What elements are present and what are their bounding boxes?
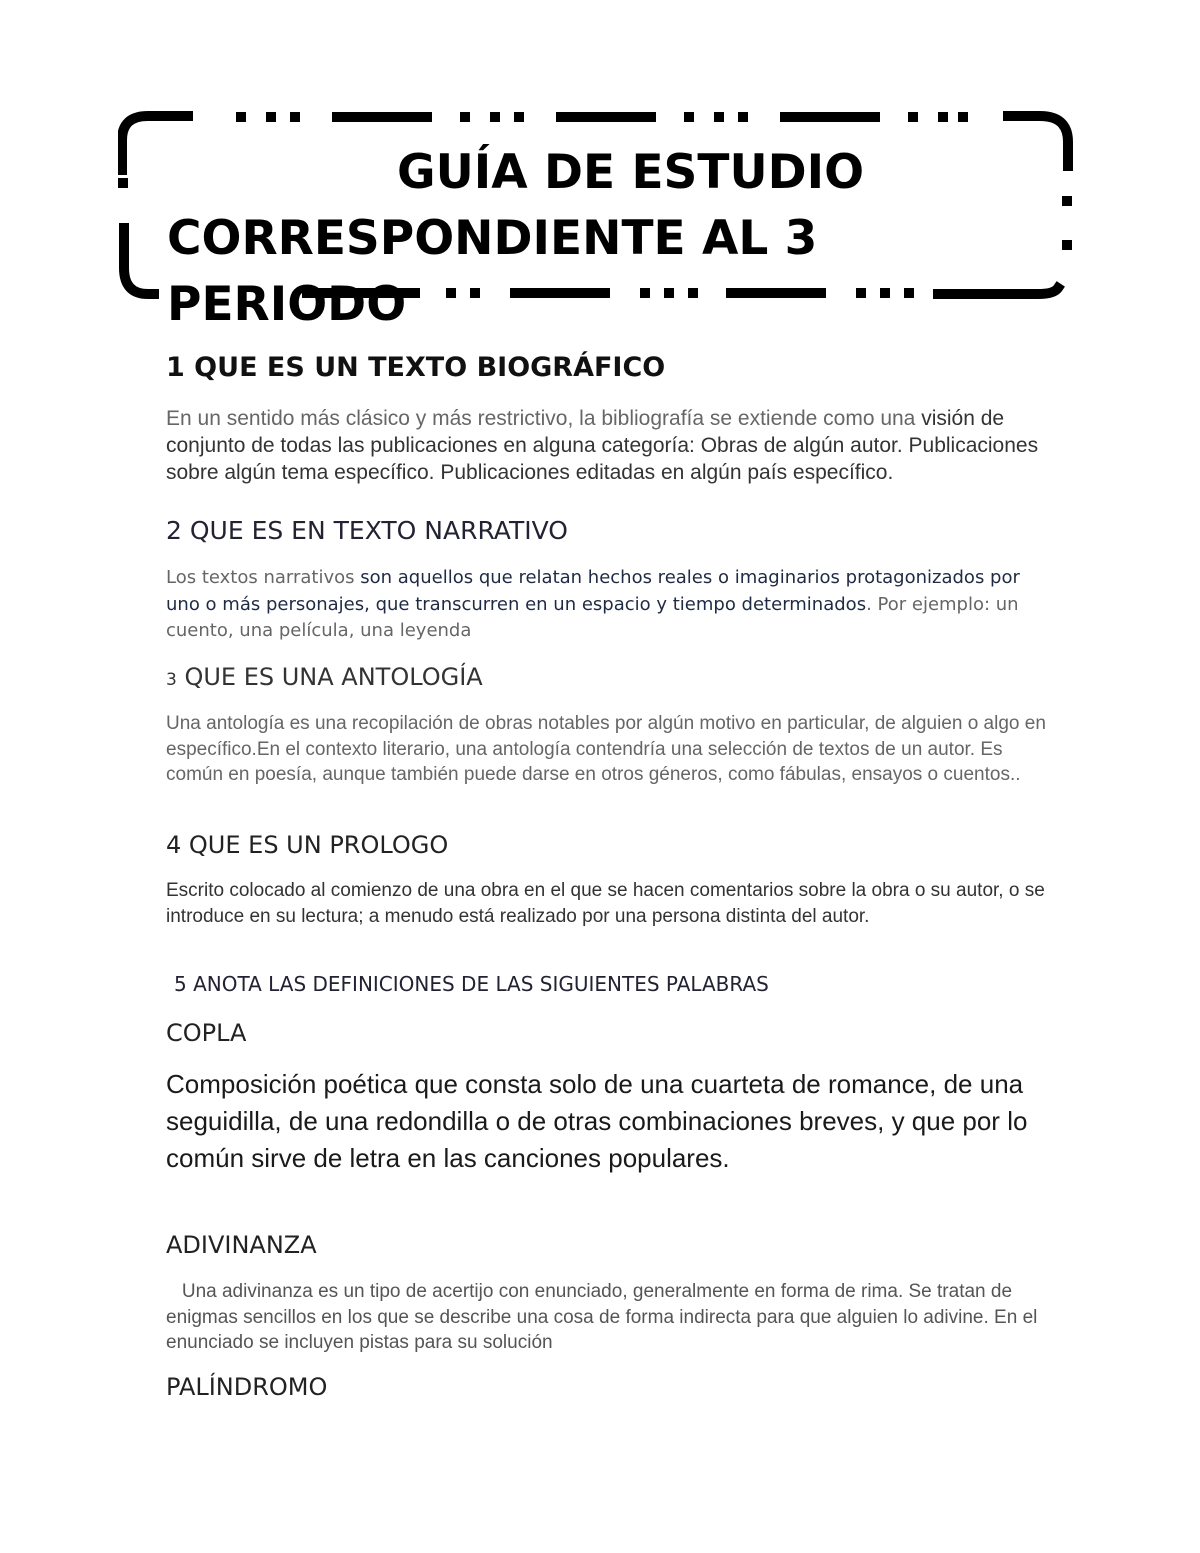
page-title <box>167 140 1067 338</box>
heading-texto-biografico: 1 QUE ES UN TEXTO BIOGRÁFICO <box>166 352 666 383</box>
antologia-number: 3 <box>166 670 177 690</box>
bio-text-dark: visión de conjunto de todas las publicaciones en alguna categoría: Obras de algún autor. Publicaciones sobre algún tema específico. Publicaciones editadas en algún país específico. <box>166 407 1039 484</box>
heading-texto-narrativo: 2 QUE ES EN TEXTO NARRATIVO <box>166 516 568 545</box>
paragraph-antologia: Una antología es una recopilación de obras notables por algún motivo en particular, de alguien o algo en específico.En el contexto literario, una antología contendría una selección de textos de un autor. Es común en poesía, aunque también puede darse en otros géneros, como fábulas, ensayos o cuentos.. <box>166 713 1046 785</box>
heading-palindromo: PALÍNDROMO <box>166 1373 328 1401</box>
title-line-2: CORRESPONDIENTE AL 3 <box>167 211 818 266</box>
paragraph-copla: Composición poética que consta solo de una cuarteta de romance, de una seguidilla, de una redondilla o de otras combinaciones breves, y que por lo común sirve de letra en las canciones populares. <box>166 1069 1028 1173</box>
paragraph-texto-biografico <box>166 405 1046 486</box>
paragraph-prologo: Escrito colocado al comienzo de una obra en el que se hacen comentarios sobre la obra o su autor, o se introduce en su lectura; a menudo está realizado por una persona distinta del autor. <box>166 880 1045 927</box>
nar-text-a: Los textos narrativos <box>166 567 355 588</box>
antologia-heading-text: QUE ES UNA ANTOLOGÍA <box>176 663 483 691</box>
heading-antologia <box>166 662 1046 695</box>
title-line-1: GUÍA DE ESTUDIO <box>397 145 865 200</box>
title-line-3: PERIODO <box>167 277 407 332</box>
paragraph-adivinanza: Una adivinanza es un tipo de acertijo con enunciado, generalmente en forma de rima. Se tratan de enigmas sencillos en los que se describe una cosa de forma indirecta para que alguien lo adivine. En el enunciado se incluyen pistas para su solución <box>166 1281 1043 1353</box>
heading-prologo: 4 QUE ES UN PROLOGO <box>166 831 449 859</box>
paragraph-texto-narrativo <box>166 565 1046 645</box>
nar-text-b: son aquellos que relatan hechos reales o imaginarios protagonizados por uno o más personajes, que transcurren en un espacio y tiempo determinados <box>166 567 1020 615</box>
heading-copla: COPLA <box>166 1019 247 1047</box>
nar-text-c: . Por ejemplo: un cuento, una película, una leyenda <box>166 593 1019 641</box>
heading-adivinanza: ADIVINANZA <box>166 1231 317 1259</box>
bio-text-light: En un sentido más clásico y más restrictivo, la bibliografía se extiende como una <box>166 407 916 430</box>
heading-definiciones: 5 ANOTA LAS DEFINICIONES DE LAS SIGUIENTES PALABRAS <box>174 972 769 996</box>
